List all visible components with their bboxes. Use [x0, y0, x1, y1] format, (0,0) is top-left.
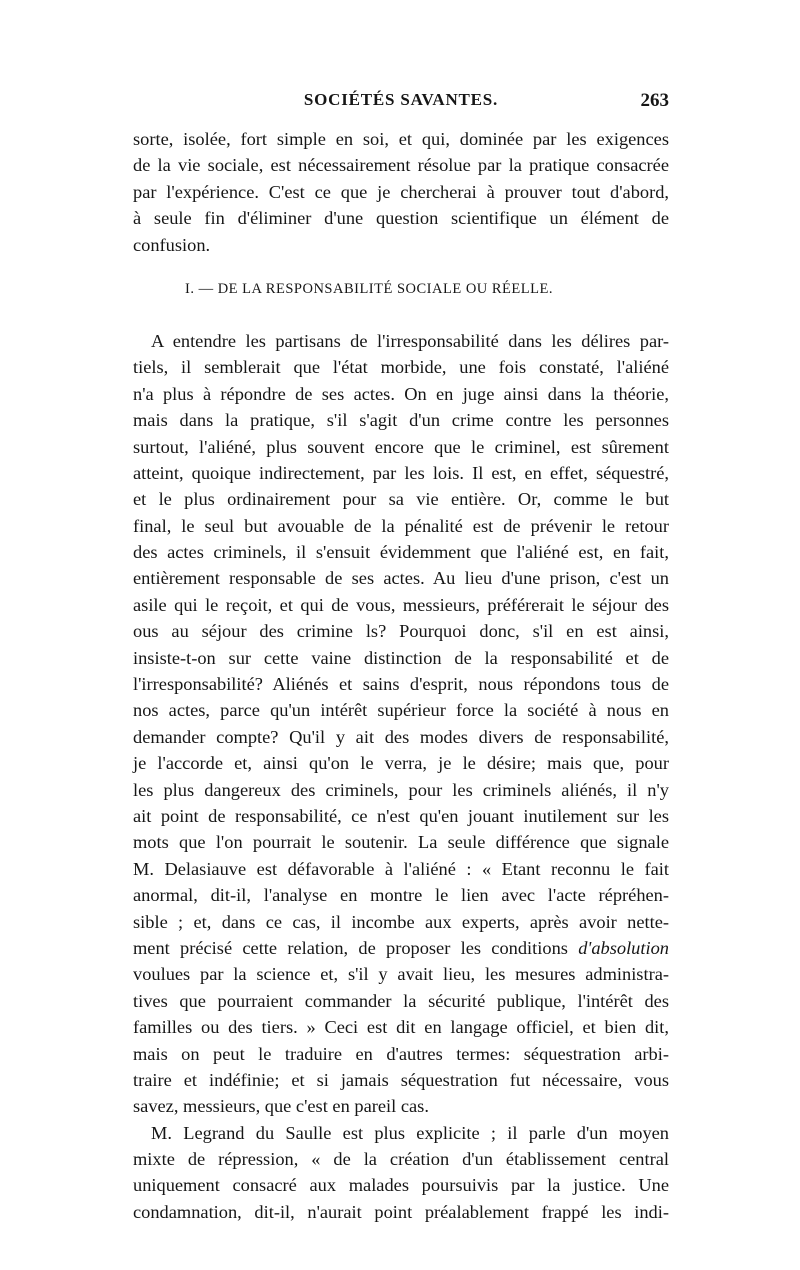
text-line: des actes criminels, il s'ensuit évidemment que l'aliéné est, en fait,	[133, 542, 669, 563]
text-line: et le plus ordinairement pour sa vie entière. Or, comme le but	[133, 489, 669, 510]
text-line: anormal, dit-il, l'analyse en montre le lien avec l'acte répréhen-	[133, 885, 669, 906]
text-line: final, le seul but avouable de la pénalité est de prévenir le retour	[133, 515, 669, 536]
text-line: traire et indéfinie; et si jamais séquestration fut nécessaire, vous	[133, 1069, 669, 1090]
text-line: mots que l'on pourrait le soutenir. La seule différence que signale	[133, 832, 669, 853]
text-line: familles ou des tiers. » Ceci est dit en langage officiel, et bien dit,	[133, 1017, 669, 1038]
text-line: savez, messieurs, que c'est en pareil cas.	[133, 1096, 429, 1117]
running-head	[133, 90, 669, 116]
text-line: insiste-t-on sur cette vaine distinction de la responsabilité et de	[133, 647, 669, 668]
text-line: mais dans la pratique, s'il s'agit d'un crime contre les personnes	[133, 410, 669, 431]
text-line: par l'expérience. C'est ce que je chercherai à prouver tout d'abord,	[133, 181, 669, 202]
text-run: ment précisé cette relation, de proposer les conditions	[133, 937, 579, 958]
text-line: asile qui le reçoit, et qui de vous, messieurs, préférerait le séjour des	[133, 594, 669, 615]
paragraph-1	[133, 126, 669, 258]
text-line: voulues par la science et, s'il y avait lieu, les mesures administra-	[133, 964, 669, 985]
text-line: l'irresponsabilité? Aliénés et sains d'esprit, nous répondons tous de	[133, 674, 669, 695]
section-heading: I. — DE LA RESPONSABILITÉ SOCIALE OU RÉELLE.	[185, 280, 553, 297]
text-line: M. Delasiauve est défavorable à l'aliéné : « Etant reconnu le fait	[133, 858, 669, 879]
spacer	[133, 302, 669, 328]
text-line: les plus dangereux des criminels, pour les criminels aliénés, il n'y	[133, 779, 669, 800]
spacer	[133, 258, 669, 276]
text-line: n'a plus à répondre de ses actes. On en juge ainsi dans la théorie,	[133, 383, 669, 404]
text-line: entièrement responsable de ses actes. Au lieu d'une prison, c'est un	[133, 568, 669, 589]
text-line: condamnation, dit-il, n'aurait point préalablement frappé les indi-	[133, 1201, 669, 1222]
text-line: ait point de responsabilité, ce n'est qu'en jouant inutilement sur les	[133, 805, 669, 826]
text-line: sorte, isolée, fort simple en soi, et qui, dominée par les exigences	[133, 129, 669, 149]
text-line: je l'accorde et, ainsi qu'on le verra, je le désire; mais que, pour	[133, 753, 669, 774]
text-line: sible ; et, dans ce cas, il incombe aux experts, après avoir nette-	[133, 911, 669, 932]
paragraph-3	[133, 1120, 669, 1226]
text-line: de la vie sociale, est nécessairement résolue par la pratique consacrée	[133, 155, 669, 176]
text-line: ous au séjour des crimine ls? Pourquoi donc, s'il en est ainsi,	[133, 621, 669, 642]
text-line: demander compte? Qu'il y ait des modes divers de responsabilité,	[133, 726, 669, 747]
text-line: nos actes, parce qu'un intérêt supérieur force la société à nous en	[133, 700, 669, 721]
text-line: uniquement consacré aux malades poursuivis par la justice. Une	[133, 1175, 669, 1196]
page-number: 263	[640, 90, 669, 111]
text-line: surtout, l'aliéné, plus souvent encore que le criminel, est sûrement	[133, 436, 669, 457]
body-text	[133, 126, 669, 1225]
text-line-mixed	[133, 935, 669, 961]
text-line: atteint, quoique indirectement, par les lois. Il est, en effet, séquestré,	[133, 462, 669, 483]
text-line: M. Legrand du Saulle est plus explicite ; il parle d'un moyen	[151, 1122, 669, 1143]
text-line: mais on peut le traduire en d'autres termes: séquestration arbi-	[133, 1043, 669, 1064]
text-line: A entendre les partisans de l'irresponsabilité dans les délires par-	[151, 330, 669, 351]
paragraph-2	[133, 328, 669, 1120]
italic-term: d'absolution	[578, 937, 669, 958]
text-line: tives que pourraient commander la sécurité publique, l'intérêt des	[133, 990, 669, 1011]
text-line: tiels, il semblerait que l'état morbide, une fois constaté, l'aliéné	[133, 357, 669, 378]
text-line: confusion.	[133, 234, 211, 255]
running-title: SOCIÉTÉS SAVANTES.	[303, 90, 499, 109]
text-line: à seule fin d'éliminer d'une question scientifique un élément de	[133, 208, 669, 229]
text-line: mixte de répression, « de la création d'un établissement central	[133, 1149, 669, 1170]
